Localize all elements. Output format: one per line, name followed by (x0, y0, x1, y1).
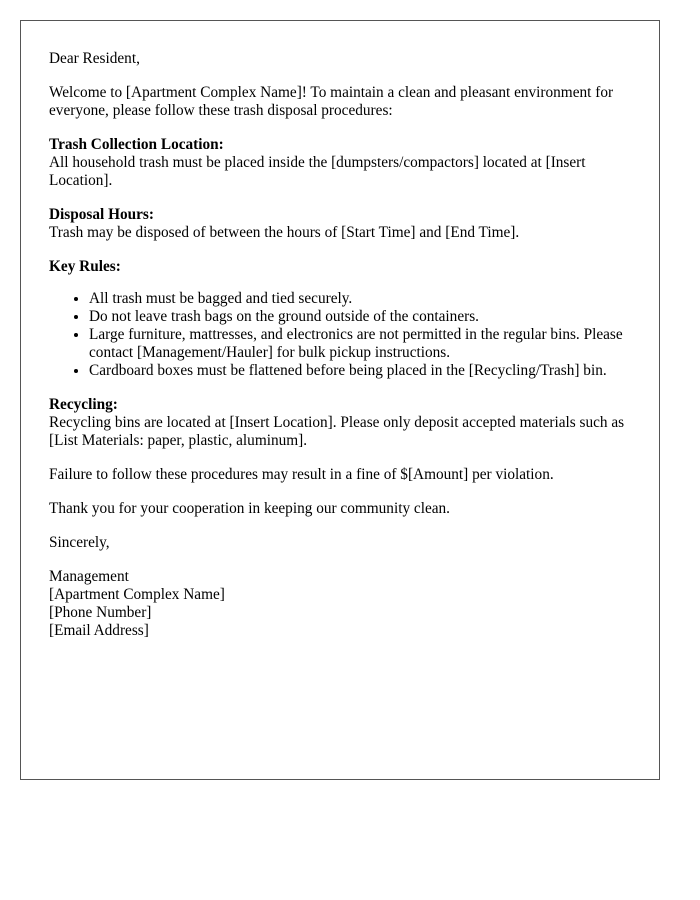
collection-location-text: All household trash must be placed inside the [dumpsters/compactors] located at [Insert Location]. (49, 154, 586, 189)
key-rules-heading: Key Rules: (49, 258, 121, 275)
salutation: Dear Resident, (49, 50, 140, 67)
signature-phone: [Phone Number] (49, 604, 152, 621)
signature-name: Management (49, 568, 129, 585)
collection-location-heading: Trash Collection Location: (49, 136, 224, 153)
letter-document (20, 20, 660, 780)
signature-email: [Email Address] (49, 622, 149, 639)
collection-location-section (49, 136, 631, 190)
recycling-section (49, 396, 631, 450)
disposal-hours-heading: Disposal Hours: (49, 206, 154, 223)
rule-item-bulk-items: • Large furniture, mattresses, and electronics are not permitted in the regular bins. Please contact [Management/Hauler] for bulk pickup instructions. (89, 326, 631, 362)
rule-item-bagged: • All trash must be bagged and tied securely. (89, 290, 631, 308)
thank-you-paragraph: Thank you for your cooperation in keeping our community clean. (49, 500, 451, 517)
rule-item-no-ground-bags: • Do not leave trash bags on the ground outside of the containers. (89, 308, 631, 326)
fine-notice: Failure to follow these procedures may result in a fine of $[Amount] per violation. (49, 466, 554, 483)
disposal-hours-section (49, 206, 631, 242)
key-rules-section (49, 258, 631, 380)
recycling-heading: Recycling: (49, 396, 118, 413)
key-rules-list (49, 290, 631, 380)
disposal-hours-text: Trash may be disposed of between the hours of [Start Time] and [End Time]. (49, 224, 520, 241)
signature-complex-name: [Apartment Complex Name] (49, 586, 225, 603)
intro-paragraph: Welcome to [Apartment Complex Name]! To maintain a clean and pleasant environment for everyone, please follow these trash disposal procedures: (49, 84, 614, 119)
signature-block (49, 568, 631, 640)
rule-item-cardboard: • Cardboard boxes must be flattened before being placed in the [Recycling/Trash] bin. (89, 362, 631, 380)
recycling-text: Recycling bins are located at [Insert Location]. Please only deposit accepted materials such as [List Materials: paper, plastic, aluminum]. (49, 414, 625, 449)
closing: Sincerely, (49, 534, 110, 551)
